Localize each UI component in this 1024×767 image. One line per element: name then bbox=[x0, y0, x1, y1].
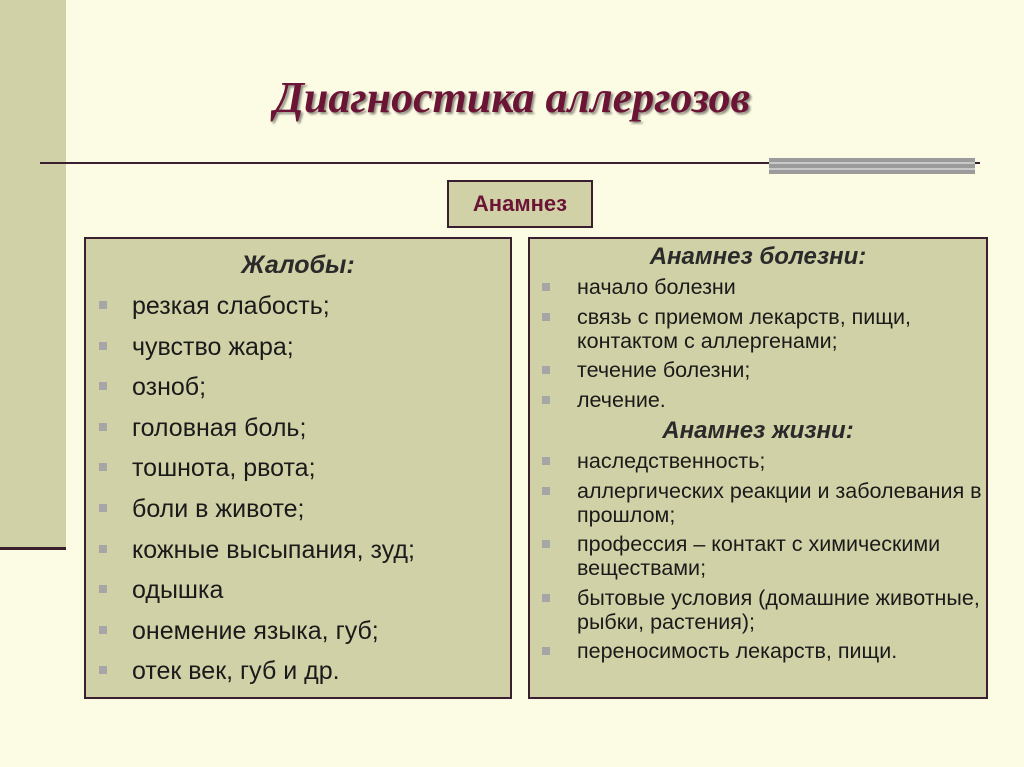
list-item: чувство жара; bbox=[86, 327, 510, 368]
list-item: наследственность; bbox=[530, 449, 986, 473]
list-item: кожные высыпания, зуд; bbox=[86, 530, 510, 571]
list-item: головная боль; bbox=[86, 408, 510, 449]
square-bullet-icon bbox=[99, 382, 107, 390]
square-bullet-icon bbox=[542, 366, 550, 374]
decorative-gray-bar bbox=[769, 158, 975, 174]
list-item: переносимость лекарств, пищи. bbox=[530, 639, 986, 663]
life-history-list bbox=[530, 449, 986, 663]
anamnez-label: Анамнез bbox=[447, 180, 593, 228]
square-bullet-icon bbox=[99, 504, 107, 512]
list-item: лечение. bbox=[530, 388, 986, 412]
square-bullet-icon bbox=[542, 283, 550, 291]
list-item: отек век, губ и др. bbox=[86, 651, 510, 692]
slide-title: Диагностика аллергозов bbox=[273, 73, 751, 122]
square-bullet-icon bbox=[542, 487, 550, 495]
square-bullet-icon bbox=[99, 545, 107, 553]
square-bullet-icon bbox=[99, 585, 107, 593]
square-bullet-icon bbox=[542, 647, 550, 655]
complaints-panel bbox=[84, 237, 512, 699]
square-bullet-icon bbox=[99, 301, 107, 309]
square-bullet-icon bbox=[99, 463, 107, 471]
history-panel bbox=[528, 237, 988, 699]
disease-history-heading: Анамнез болезни: bbox=[649, 243, 867, 270]
complaints-list bbox=[86, 286, 510, 692]
square-bullet-icon bbox=[99, 626, 107, 634]
list-item: резкая слабость; bbox=[86, 286, 510, 327]
square-bullet-icon bbox=[99, 423, 107, 431]
square-bullet-icon bbox=[542, 594, 550, 602]
list-item: аллергических реакции и заболевания в прошлом; bbox=[530, 479, 986, 527]
list-item: профессия – контакт с химическими веществами; bbox=[530, 532, 986, 580]
square-bullet-icon bbox=[542, 396, 550, 404]
list-item: озноб; bbox=[86, 367, 510, 408]
square-bullet-icon bbox=[542, 540, 550, 548]
list-item: связь с приемом лекарств, пищи, контактом с аллергенами; bbox=[530, 305, 986, 353]
list-item: тошнота, рвота; bbox=[86, 448, 510, 489]
square-bullet-icon bbox=[542, 313, 550, 321]
list-item: течение болезни; bbox=[530, 358, 986, 382]
list-item: онемение языка, губ; bbox=[86, 611, 510, 652]
list-item: бытовые условия (домашние животные, рыбки, растения); bbox=[530, 586, 986, 634]
square-bullet-icon bbox=[99, 666, 107, 674]
list-item: одышка bbox=[86, 570, 510, 611]
complaints-heading: Жалобы: bbox=[241, 251, 355, 279]
life-history-heading: Анамнез жизни: bbox=[662, 417, 854, 444]
disease-history-list bbox=[530, 275, 986, 412]
list-item: начало болезни bbox=[530, 275, 986, 299]
square-bullet-icon bbox=[542, 457, 550, 465]
list-item: боли в животе; bbox=[86, 489, 510, 530]
square-bullet-icon bbox=[99, 342, 107, 350]
side-divider bbox=[0, 547, 66, 550]
